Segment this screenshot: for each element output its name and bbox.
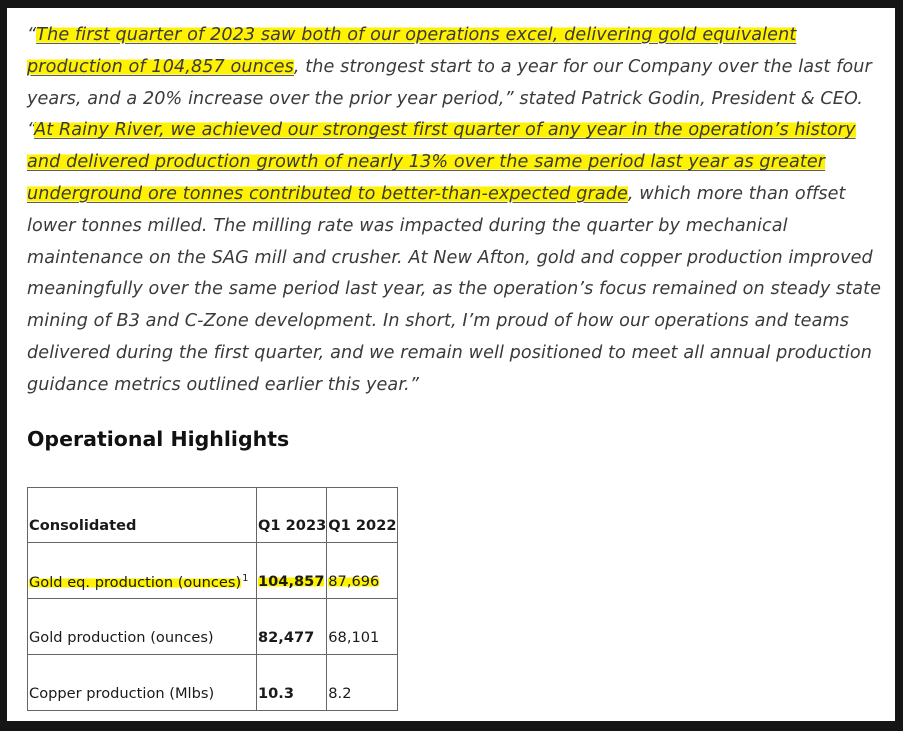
section-title: Operational Highlights <box>27 427 290 451</box>
quote-text-1: , the strongest start to a year for our Company over the last four years, and a 20% increase over the prior year period,” stated Patrick Godin, President & CEO. <box>27 56 872 109</box>
value-q1-2023-text: 104,857 <box>258 573 325 590</box>
highlighted-text-production: The first quarter of 2023 saw both of our operations excel, delivering gold equivalent production of 104,857 ounces <box>27 25 797 77</box>
operational-highlights-table <box>27 487 398 711</box>
value-q1-2022-text: 87,696 <box>328 573 380 590</box>
quote-open-mark: “ <box>27 25 37 45</box>
row-label: Gold production (ounces) <box>28 599 257 655</box>
highlighted-text-rainy-river: At Rainy River, we achieved our strongest first quarter of any year in the operation’s history and delivered production growth of nearly 13% over the same period last year as greater underground ore tonnes contributed to better-than-expected grade <box>27 120 856 204</box>
table-row <box>28 655 398 711</box>
header-q1-2023: Q1 2023 <box>257 488 327 543</box>
table-row <box>28 543 398 599</box>
header-q1-2022: Q1 2022 <box>327 488 397 543</box>
footnote-marker: 1 <box>242 572 249 584</box>
value-q1-2023: 10.3 <box>257 655 327 711</box>
ceo-quote <box>27 20 882 402</box>
value-q1-2022: 68,101 <box>327 599 397 655</box>
value-q1-2022: 8.2 <box>327 655 397 711</box>
value-q1-2023: 82,477 <box>257 599 327 655</box>
row-label <box>28 543 257 599</box>
table-row <box>28 599 398 655</box>
value-q1-2023 <box>257 543 327 599</box>
table-header-row <box>28 488 398 543</box>
row-label-text: Gold eq. production (ounces) <box>29 573 242 591</box>
quote-open-mark-2: “ <box>27 120 35 141</box>
row-label: Copper production (Mlbs) <box>28 655 257 711</box>
value-q1-2022 <box>327 543 397 599</box>
header-consolidated: Consolidated <box>28 488 257 543</box>
quote-text-2: , which more than offset lower tonnes milled. The milling rate was impacted during the quarter by mechanical maintenance on the SAG mill and crusher. At New Afton, gold and copper production improved meaningfully over the same period last year, as the operation’s focus remained on steady state mining of B3 and C-Zone development. In short, I’m proud of how our operations and teams delivered during the first quarter, and we remain well positioned to meet all annual production guidance metrics outlined earlier this year.” <box>27 183 882 395</box>
document-page <box>7 8 895 721</box>
